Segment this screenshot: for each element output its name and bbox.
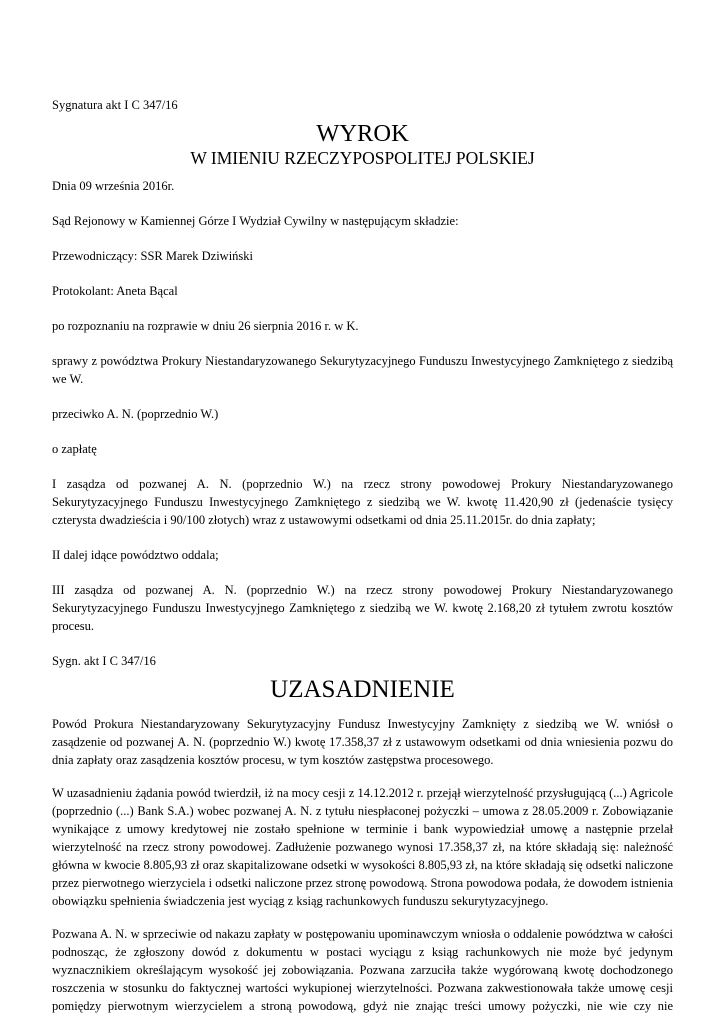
ruling-point-3: III zasądza od pozwanej A. N. (poprzednio W.) na rzecz strony powodowej Prokury Niestandaryzowanego Sekurytyzacyjnego Funduszu Inwestycyjnego Zamkniętego z siedzibą we W. kwotę 2.168,20 zł tytułem zwrotu kosztów procesu. bbox=[52, 583, 673, 633]
ruling-point-1: I zasądza od pozwanej A. N. (poprzednio W.) na rzecz strony powodowej Prokury Niestandaryzowanego Sekurytyzacyjnego Funduszu Inwestycyjnego Zamkniętego z siedzibą we W. kwotę 11.420,90 zł (jedenaście tysięcy czterysta dwadzieścia i 90/100 złotych) wraz z ustawowymi odsetkami od dnia 25.11.2015r. do dnia zapłaty; bbox=[52, 477, 673, 527]
court-clerk: Protokolant: Aneta Bącal bbox=[52, 284, 178, 298]
case-plaintiff: sprawy z powództwa Prokury Niestandaryzowanego Sekurytyzacyjnego Funduszu Inwestycyjnego Zamkniętego z siedzibą we W. bbox=[52, 354, 673, 386]
justification-paragraph-1: Powód Prokura Niestandaryzowany Sekurytyzacyjny Fundusz Inwestycyjny Zamknięty z siedzibą we W. wniósł o zasądzenie od pozwanej A. N. (poprzednio W.) kwotę 17.358,37 zł z ustawowym odsetkami od dnia wniesienia pozwu do dnia zapłaty oraz zasądzenia kosztów procesu, w tym kosztów zastępstwa procesowego. bbox=[52, 717, 673, 767]
document-body bbox=[52, 96, 673, 1030]
case-defendant: przeciwko A. N. (poprzednio W.) bbox=[52, 407, 219, 421]
ruling-point-2: II dalej idące powództwo oddala; bbox=[52, 548, 219, 562]
presiding-judge: Przewodniczący: SSR Marek Dziwiński bbox=[52, 249, 254, 263]
hearing-info: po rozpoznaniu na rozprawie w dniu 26 sierpnia 2016 r. w K. bbox=[52, 319, 359, 333]
court-composition: Sąd Rejonowy w Kamiennej Górze I Wydział Cywilny w następującym składzie: bbox=[52, 214, 459, 228]
case-signature-bottom: Sygn. akt I C 347/16 bbox=[52, 654, 156, 668]
justification-title: UZASADNIENIE bbox=[270, 676, 455, 703]
justification-paragraph-3: Pozwana A. N. w sprzeciwie od nakazu zapłaty w postępowaniu upominawczym wniosła o oddalenie powództwa w całości podnosząc, że zgłoszony dowód z dokumentu w postaci wyciągu z ksiąg rachunkowych nie może być jedynym wyznacznikiem określającym wysokość jej zobowiązania. Pozwana zarzuciła także wygórowaną kwotę dochodzonego roszczenia w stosunku do faktycznej wartości wykupionej wierzytelności. Pozwana zakwestionowała także umowę cesji pomiędzy pierwotnym wierzycielem a stroną powodową, gdyż nie znając treści umowy pożyczki, nie wie czy nie bbox=[52, 927, 673, 1013]
judgment-subtitle: W IMIENIU RZECZYPOSPOLITEJ POLSKIEJ bbox=[190, 148, 535, 168]
case-subject: o zapłatę bbox=[52, 442, 97, 456]
justification-paragraph-2: W uzasadnieniu żądania powód twierdził, iż na mocy cesji z 14.12.2012 r. przejął wierzytelność przysługującą (...) Agricole (poprzednio (...) Bank S.A.) wobec pozwanej A. N. z tytułu niespłaconej pożyczki – umowa z 28.05.2009 r. Zobowiązanie wynikające z umowy kredytowej nie zostało spełnione w terminie i bank wypowiedział umowę a następnie przelał wierzytelność na rzecz strony powodowej. Zadłużenie pozwanego wynosi 17.358,37 zł, na które składają się: należność główna w kwocie 8.805,93 zł oraz skapitalizowane odsetki w wysokości 8.805,93 zł, na które składają się odsetki naliczone przez pierwotnego wierzyciela i odsetki naliczone przez stronę powodową. Strona powodowa podała, że dowodem istnienia obowiązku spełnienia świadczenia jest wyciąg z ksiąg rachunkowych funduszu sekurytyzacyjnego. bbox=[52, 786, 673, 908]
judgment-title: WYROK bbox=[316, 120, 409, 147]
judgment-date: Dnia 09 września 2016r. bbox=[52, 179, 175, 193]
case-signature-top: Sygnatura akt I C 347/16 bbox=[52, 98, 178, 112]
